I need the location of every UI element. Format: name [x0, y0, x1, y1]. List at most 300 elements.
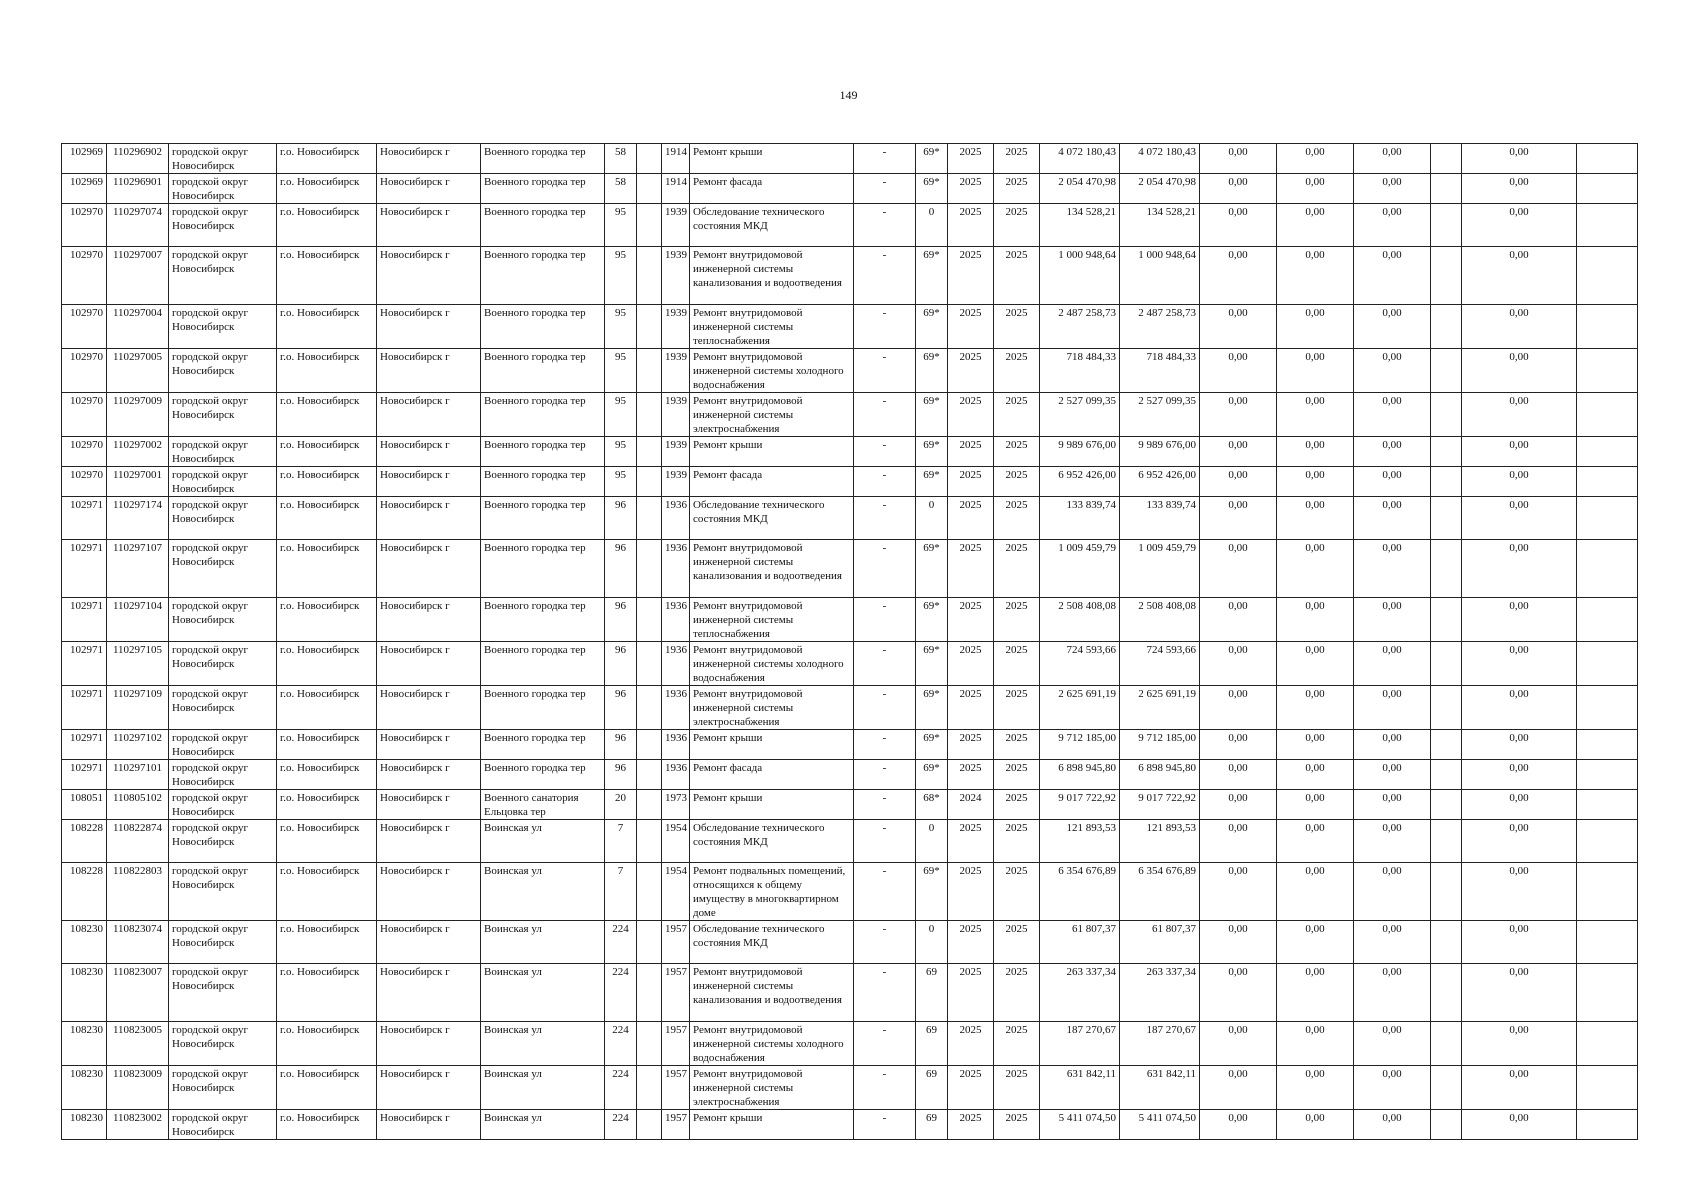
wear-cell: 0: [916, 497, 948, 540]
plan-year-cell: 2025: [948, 760, 994, 790]
building-cell: [637, 863, 662, 921]
settlement-cell: Новосибирск г: [377, 598, 481, 642]
wear-cell: 69*: [916, 305, 948, 349]
build-year-cell: 1936: [662, 760, 690, 790]
subsidy-federal-cell: 0,00: [1200, 349, 1277, 393]
house-id-cell: 102970: [62, 204, 107, 247]
fund-cost-cell: 1 000 948,64: [1120, 247, 1200, 305]
end-year-cell: 2025: [994, 642, 1040, 686]
municipality-cell: г.о. Новосибирск: [277, 730, 377, 760]
wear-cell: 69*: [916, 863, 948, 921]
house-number-cell: 95: [605, 305, 637, 349]
subsidy-regional-cell: 0,00: [1277, 921, 1354, 964]
cost-cell: 4 072 180,43: [1040, 144, 1120, 174]
district-cell: городской округ Новосибирск: [169, 863, 277, 921]
house-number-cell: 95: [605, 349, 637, 393]
work-type-cell: Ремонт внутридомовой инженерной системы холодного водоснабжения: [690, 1022, 854, 1066]
owners-funds-cell: 0,00: [1462, 863, 1577, 921]
building-cell: [637, 1066, 662, 1110]
build-year-cell: 1939: [662, 349, 690, 393]
street-cell: Военного городка тер: [481, 349, 605, 393]
blank-end-cell: [1577, 730, 1638, 760]
fund-cost-cell: 6 898 945,80: [1120, 760, 1200, 790]
work-id-cell: 110822874: [107, 820, 169, 863]
subsidy-federal-cell: 0,00: [1200, 686, 1277, 730]
build-year-cell: 1939: [662, 437, 690, 467]
subsidy-federal-cell: 0,00: [1200, 393, 1277, 437]
plan-year-cell: 2025: [948, 1022, 994, 1066]
work-type-cell: Ремонт крыши: [690, 730, 854, 760]
build-year-cell: 1936: [662, 540, 690, 598]
plan-year-cell: 2025: [948, 598, 994, 642]
fund-cost-cell: 2 508 408,08: [1120, 598, 1200, 642]
plan-year-cell: 2025: [948, 540, 994, 598]
end-year-cell: 2025: [994, 863, 1040, 921]
fund-cost-cell: 2 054 470,98: [1120, 174, 1200, 204]
owners-funds-cell: 0,00: [1462, 760, 1577, 790]
subsidy-regional-cell: 0,00: [1277, 686, 1354, 730]
work-type-cell: Ремонт крыши: [690, 1110, 854, 1140]
cost-cell: 2 054 470,98: [1040, 174, 1120, 204]
subsidy-local-cell: 0,00: [1354, 760, 1431, 790]
work-id-cell: 110297107: [107, 540, 169, 598]
blank-cell: [1431, 642, 1462, 686]
cost-cell: 2 508 408,08: [1040, 598, 1120, 642]
house-id-cell: 108230: [62, 964, 107, 1022]
street-cell: Воинская ул: [481, 1066, 605, 1110]
dash-cell: -: [854, 642, 916, 686]
municipality-cell: г.о. Новосибирск: [277, 349, 377, 393]
building-cell: [637, 642, 662, 686]
owners-funds-cell: 0,00: [1462, 174, 1577, 204]
owners-funds-cell: 0,00: [1462, 1022, 1577, 1066]
house-id-cell: 102970: [62, 349, 107, 393]
build-year-cell: 1936: [662, 598, 690, 642]
blank-end-cell: [1577, 686, 1638, 730]
fund-cost-cell: 9 017 722,92: [1120, 790, 1200, 820]
end-year-cell: 2025: [994, 1022, 1040, 1066]
building-cell: [637, 598, 662, 642]
build-year-cell: 1939: [662, 204, 690, 247]
subsidy-regional-cell: 0,00: [1277, 305, 1354, 349]
municipality-cell: г.о. Новосибирск: [277, 863, 377, 921]
street-cell: Военного городка тер: [481, 497, 605, 540]
municipality-cell: г.о. Новосибирск: [277, 204, 377, 247]
district-cell: городской округ Новосибирск: [169, 921, 277, 964]
dash-cell: -: [854, 540, 916, 598]
house-number-cell: 58: [605, 144, 637, 174]
owners-funds-cell: 0,00: [1462, 437, 1577, 467]
house-id-cell: 108228: [62, 820, 107, 863]
district-cell: городской округ Новосибирск: [169, 144, 277, 174]
owners-funds-cell: 0,00: [1462, 247, 1577, 305]
house-id-cell: 102970: [62, 305, 107, 349]
subsidy-federal-cell: 0,00: [1200, 760, 1277, 790]
work-type-cell: Ремонт внутридомовой инженерной системы электроснабжения: [690, 393, 854, 437]
end-year-cell: 2025: [994, 730, 1040, 760]
cost-cell: 9 017 722,92: [1040, 790, 1120, 820]
subsidy-local-cell: 0,00: [1354, 1110, 1431, 1140]
fund-cost-cell: 9 712 185,00: [1120, 730, 1200, 760]
fund-cost-cell: 6 952 426,00: [1120, 467, 1200, 497]
blank-end-cell: [1577, 921, 1638, 964]
build-year-cell: 1954: [662, 820, 690, 863]
dash-cell: -: [854, 598, 916, 642]
settlement-cell: Новосибирск г: [377, 863, 481, 921]
municipality-cell: г.о. Новосибирск: [277, 497, 377, 540]
house-number-cell: 224: [605, 964, 637, 1022]
house-id-cell: 108051: [62, 790, 107, 820]
subsidy-regional-cell: 0,00: [1277, 820, 1354, 863]
street-cell: Военного городка тер: [481, 393, 605, 437]
settlement-cell: Новосибирск г: [377, 247, 481, 305]
subsidy-federal-cell: 0,00: [1200, 642, 1277, 686]
owners-funds-cell: 0,00: [1462, 921, 1577, 964]
end-year-cell: 2025: [994, 247, 1040, 305]
fund-cost-cell: 2 527 099,35: [1120, 393, 1200, 437]
street-cell: Военного городка тер: [481, 467, 605, 497]
dash-cell: -: [854, 204, 916, 247]
build-year-cell: 1914: [662, 174, 690, 204]
subsidy-regional-cell: 0,00: [1277, 540, 1354, 598]
work-id-cell: 110296901: [107, 174, 169, 204]
subsidy-regional-cell: 0,00: [1277, 760, 1354, 790]
work-type-cell: Ремонт внутридомовой инженерной системы теплоснабжения: [690, 305, 854, 349]
subsidy-regional-cell: 0,00: [1277, 204, 1354, 247]
work-id-cell: 110297005: [107, 349, 169, 393]
subsidy-local-cell: 0,00: [1354, 497, 1431, 540]
fund-cost-cell: 2 625 691,19: [1120, 686, 1200, 730]
table-row: [62, 642, 1638, 686]
build-year-cell: 1939: [662, 247, 690, 305]
subsidy-regional-cell: 0,00: [1277, 174, 1354, 204]
cost-cell: 134 528,21: [1040, 204, 1120, 247]
cost-cell: 5 411 074,50: [1040, 1110, 1120, 1140]
subsidy-federal-cell: 0,00: [1200, 820, 1277, 863]
work-type-cell: Ремонт внутридомовой инженерной системы холодного водоснабжения: [690, 349, 854, 393]
fund-cost-cell: 9 989 676,00: [1120, 437, 1200, 467]
building-cell: [637, 305, 662, 349]
house-number-cell: 96: [605, 642, 637, 686]
plan-year-cell: 2025: [948, 686, 994, 730]
end-year-cell: 2025: [994, 204, 1040, 247]
blank-cell: [1431, 921, 1462, 964]
build-year-cell: 1914: [662, 144, 690, 174]
cost-cell: 6 952 426,00: [1040, 467, 1120, 497]
dash-cell: -: [854, 820, 916, 863]
end-year-cell: 2025: [994, 437, 1040, 467]
end-year-cell: 2025: [994, 393, 1040, 437]
house-number-cell: 20: [605, 790, 637, 820]
work-type-cell: Ремонт внутридомовой инженерной системы электроснабжения: [690, 686, 854, 730]
dash-cell: -: [854, 467, 916, 497]
street-cell: Воинская ул: [481, 921, 605, 964]
table-row: [62, 467, 1638, 497]
plan-year-cell: 2025: [948, 174, 994, 204]
municipality-cell: г.о. Новосибирск: [277, 540, 377, 598]
dash-cell: -: [854, 760, 916, 790]
wear-cell: 69*: [916, 349, 948, 393]
blank-cell: [1431, 174, 1462, 204]
district-cell: городской округ Новосибирск: [169, 760, 277, 790]
district-cell: городской округ Новосибирск: [169, 393, 277, 437]
work-type-cell: Ремонт внутридомовой инженерной системы электроснабжения: [690, 1066, 854, 1110]
settlement-cell: Новосибирск г: [377, 686, 481, 730]
street-cell: Военного городка тер: [481, 540, 605, 598]
street-cell: Воинская ул: [481, 1022, 605, 1066]
build-year-cell: 1957: [662, 964, 690, 1022]
cost-cell: 1 009 459,79: [1040, 540, 1120, 598]
work-type-cell: Ремонт внутридомовой инженерной системы канализования и водоотведения: [690, 964, 854, 1022]
street-cell: Военного городка тер: [481, 437, 605, 467]
municipality-cell: г.о. Новосибирск: [277, 437, 377, 467]
subsidy-federal-cell: 0,00: [1200, 730, 1277, 760]
subsidy-local-cell: 0,00: [1354, 686, 1431, 730]
end-year-cell: 2025: [994, 964, 1040, 1022]
building-cell: [637, 467, 662, 497]
subsidy-local-cell: 0,00: [1354, 174, 1431, 204]
subsidy-federal-cell: 0,00: [1200, 598, 1277, 642]
subsidy-regional-cell: 0,00: [1277, 863, 1354, 921]
wear-cell: 69*: [916, 642, 948, 686]
wear-cell: 69*: [916, 247, 948, 305]
owners-funds-cell: 0,00: [1462, 1066, 1577, 1110]
fund-cost-cell: 631 842,11: [1120, 1066, 1200, 1110]
municipality-cell: г.о. Новосибирск: [277, 1022, 377, 1066]
build-year-cell: 1939: [662, 467, 690, 497]
subsidy-local-cell: 0,00: [1354, 598, 1431, 642]
dash-cell: -: [854, 863, 916, 921]
blank-cell: [1431, 144, 1462, 174]
build-year-cell: 1936: [662, 497, 690, 540]
work-id-cell: 110823005: [107, 1022, 169, 1066]
dash-cell: -: [854, 349, 916, 393]
blank-cell: [1431, 730, 1462, 760]
work-id-cell: 110297104: [107, 598, 169, 642]
wear-cell: 69*: [916, 174, 948, 204]
owners-funds-cell: 0,00: [1462, 349, 1577, 393]
wear-cell: 69: [916, 1066, 948, 1110]
work-id-cell: 110297004: [107, 305, 169, 349]
settlement-cell: Новосибирск г: [377, 393, 481, 437]
subsidy-federal-cell: 0,00: [1200, 247, 1277, 305]
dash-cell: -: [854, 497, 916, 540]
building-cell: [637, 437, 662, 467]
dash-cell: -: [854, 174, 916, 204]
owners-funds-cell: 0,00: [1462, 204, 1577, 247]
street-cell: Военного городка тер: [481, 730, 605, 760]
settlement-cell: Новосибирск г: [377, 1022, 481, 1066]
plan-year-cell: 2025: [948, 497, 994, 540]
work-type-cell: Ремонт фасада: [690, 174, 854, 204]
blank-end-cell: [1577, 863, 1638, 921]
build-year-cell: 1957: [662, 1110, 690, 1140]
building-cell: [637, 204, 662, 247]
settlement-cell: Новосибирск г: [377, 642, 481, 686]
district-cell: городской округ Новосибирск: [169, 467, 277, 497]
settlement-cell: Новосибирск г: [377, 760, 481, 790]
subsidy-local-cell: 0,00: [1354, 393, 1431, 437]
work-id-cell: 110297002: [107, 437, 169, 467]
subsidy-local-cell: 0,00: [1354, 921, 1431, 964]
work-id-cell: 110297007: [107, 247, 169, 305]
blank-cell: [1431, 393, 1462, 437]
owners-funds-cell: 0,00: [1462, 467, 1577, 497]
blank-cell: [1431, 1022, 1462, 1066]
wear-cell: 69*: [916, 540, 948, 598]
subsidy-local-cell: 0,00: [1354, 204, 1431, 247]
municipality-cell: г.о. Новосибирск: [277, 598, 377, 642]
district-cell: городской округ Новосибирск: [169, 1066, 277, 1110]
cost-cell: 187 270,67: [1040, 1022, 1120, 1066]
end-year-cell: 2025: [994, 349, 1040, 393]
dash-cell: -: [854, 393, 916, 437]
street-cell: Военного санатория Ельцовка тер: [481, 790, 605, 820]
work-id-cell: 110297102: [107, 730, 169, 760]
blank-end-cell: [1577, 540, 1638, 598]
subsidy-local-cell: 0,00: [1354, 820, 1431, 863]
table-row: [62, 540, 1638, 598]
plan-year-cell: 2025: [948, 1110, 994, 1140]
subsidy-federal-cell: 0,00: [1200, 204, 1277, 247]
end-year-cell: 2025: [994, 921, 1040, 964]
wear-cell: 0: [916, 921, 948, 964]
blank-cell: [1431, 1110, 1462, 1140]
building-cell: [637, 540, 662, 598]
district-cell: городской округ Новосибирск: [169, 642, 277, 686]
blank-end-cell: [1577, 790, 1638, 820]
settlement-cell: Новосибирск г: [377, 820, 481, 863]
municipality-cell: г.о. Новосибирск: [277, 1066, 377, 1110]
house-id-cell: 102970: [62, 437, 107, 467]
plan-year-cell: 2025: [948, 349, 994, 393]
build-year-cell: 1936: [662, 686, 690, 730]
subsidy-regional-cell: 0,00: [1277, 642, 1354, 686]
street-cell: Воинская ул: [481, 863, 605, 921]
street-cell: Военного городка тер: [481, 174, 605, 204]
subsidy-federal-cell: 0,00: [1200, 790, 1277, 820]
plan-year-cell: 2025: [948, 393, 994, 437]
wear-cell: 69*: [916, 760, 948, 790]
district-cell: городской округ Новосибирск: [169, 964, 277, 1022]
blank-cell: [1431, 349, 1462, 393]
house-number-cell: 95: [605, 467, 637, 497]
house-id-cell: 102969: [62, 174, 107, 204]
building-cell: [637, 144, 662, 174]
work-id-cell: 110297074: [107, 204, 169, 247]
subsidy-local-cell: 0,00: [1354, 642, 1431, 686]
end-year-cell: 2025: [994, 174, 1040, 204]
street-cell: Воинская ул: [481, 820, 605, 863]
district-cell: городской округ Новосибирск: [169, 540, 277, 598]
plan-year-cell: 2025: [948, 144, 994, 174]
subsidy-regional-cell: 0,00: [1277, 247, 1354, 305]
street-cell: Военного городка тер: [481, 305, 605, 349]
work-id-cell: 110823002: [107, 1110, 169, 1140]
blank-end-cell: [1577, 760, 1638, 790]
fund-cost-cell: 5 411 074,50: [1120, 1110, 1200, 1140]
table-row: [62, 393, 1638, 437]
wear-cell: 0: [916, 204, 948, 247]
work-type-cell: Ремонт крыши: [690, 790, 854, 820]
subsidy-regional-cell: 0,00: [1277, 437, 1354, 467]
work-id-cell: 110823009: [107, 1066, 169, 1110]
table-row: [62, 1110, 1638, 1140]
building-cell: [637, 964, 662, 1022]
build-year-cell: 1957: [662, 1066, 690, 1110]
subsidy-local-cell: 0,00: [1354, 437, 1431, 467]
plan-year-cell: 2025: [948, 921, 994, 964]
fund-cost-cell: 1 009 459,79: [1120, 540, 1200, 598]
street-cell: Военного городка тер: [481, 686, 605, 730]
wear-cell: 69*: [916, 437, 948, 467]
settlement-cell: Новосибирск г: [377, 730, 481, 760]
district-cell: городской округ Новосибирск: [169, 730, 277, 760]
work-type-cell: Ремонт внутридомовой инженерной системы канализования и водоотведения: [690, 540, 854, 598]
house-number-cell: 95: [605, 247, 637, 305]
fund-cost-cell: 724 593,66: [1120, 642, 1200, 686]
house-number-cell: 7: [605, 863, 637, 921]
wear-cell: 69*: [916, 144, 948, 174]
district-cell: городской округ Новосибирск: [169, 598, 277, 642]
plan-year-cell: 2025: [948, 730, 994, 760]
build-year-cell: 1939: [662, 393, 690, 437]
blank-end-cell: [1577, 305, 1638, 349]
street-cell: Военного городка тер: [481, 642, 605, 686]
plan-year-cell: 2025: [948, 642, 994, 686]
district-cell: городской округ Новосибирск: [169, 204, 277, 247]
blank-cell: [1431, 247, 1462, 305]
work-id-cell: 110296902: [107, 144, 169, 174]
cost-cell: 6 354 676,89: [1040, 863, 1120, 921]
subsidy-regional-cell: 0,00: [1277, 1066, 1354, 1110]
house-id-cell: 102971: [62, 598, 107, 642]
subsidy-local-cell: 0,00: [1354, 349, 1431, 393]
work-id-cell: 110297009: [107, 393, 169, 437]
house-number-cell: 95: [605, 393, 637, 437]
blank-end-cell: [1577, 349, 1638, 393]
subsidy-local-cell: 0,00: [1354, 247, 1431, 305]
subsidy-federal-cell: 0,00: [1200, 144, 1277, 174]
end-year-cell: 2025: [994, 598, 1040, 642]
table-row: [62, 1066, 1638, 1110]
district-cell: городской округ Новосибирск: [169, 174, 277, 204]
cost-cell: 263 337,34: [1040, 964, 1120, 1022]
street-cell: Военного городка тер: [481, 760, 605, 790]
table-row: [62, 686, 1638, 730]
fund-cost-cell: 718 484,33: [1120, 349, 1200, 393]
house-id-cell: 102971: [62, 760, 107, 790]
table-row: [62, 247, 1638, 305]
wear-cell: 0: [916, 820, 948, 863]
owners-funds-cell: 0,00: [1462, 730, 1577, 760]
fund-cost-cell: 2 487 258,73: [1120, 305, 1200, 349]
dash-cell: -: [854, 686, 916, 730]
blank-cell: [1431, 820, 1462, 863]
settlement-cell: Новосибирск г: [377, 204, 481, 247]
subsidy-federal-cell: 0,00: [1200, 540, 1277, 598]
house-number-cell: 224: [605, 921, 637, 964]
house-number-cell: 95: [605, 437, 637, 467]
building-cell: [637, 686, 662, 730]
municipality-cell: г.о. Новосибирск: [277, 1110, 377, 1140]
work-type-cell: Ремонт внутридомовой инженерной системы холодного водоснабжения: [690, 642, 854, 686]
dash-cell: -: [854, 305, 916, 349]
work-id-cell: 110297105: [107, 642, 169, 686]
subsidy-regional-cell: 0,00: [1277, 393, 1354, 437]
table-row: [62, 760, 1638, 790]
settlement-cell: Новосибирск г: [377, 964, 481, 1022]
